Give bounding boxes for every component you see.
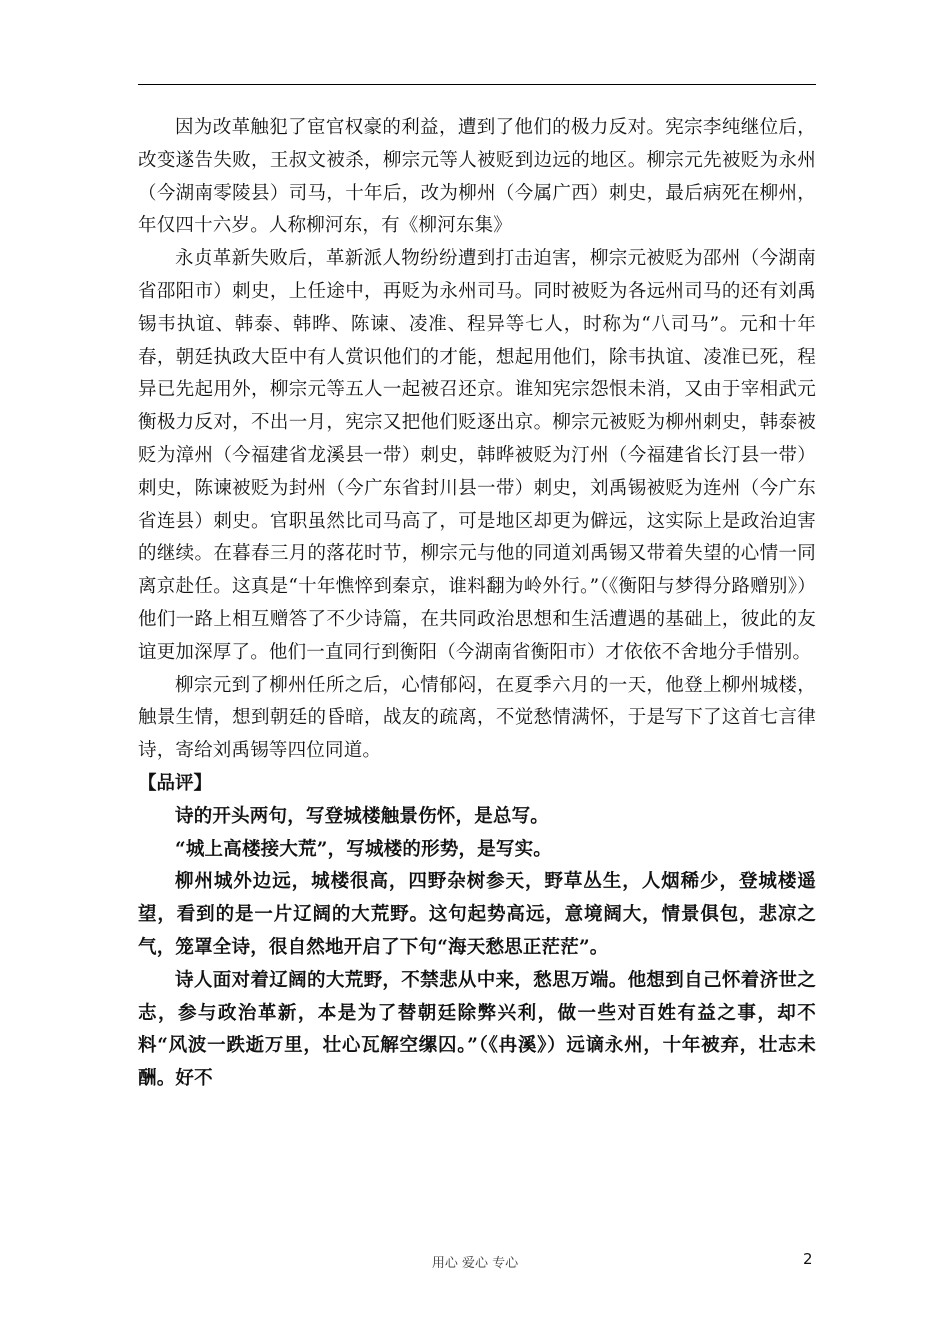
header-rule xyxy=(138,84,816,85)
body-paragraph: 永贞革新失败后，革新派人物纷纷遭到打击迫害，柳宗元被贬为邵州（今湖南省邵阳市）刺史，上任途中，再贬为永州司马。同时被贬为各远州司马的还有刘禹锡韦执谊、韩泰、韩晔、陈谏、凌准、程异等七人，时称为“八司马”。元和十年春，朝廷执政大臣中有人赏识他们的才能，想起用他们，除韦执谊、凌准已死，程异已先起用外，柳宗元等五人一起被召还京。谁知宪宗怨恨未消，又由于宰相武元衡极力反对，不出一月，宪宗又把他们贬逐出京。柳宗元被贬为柳州刺史，韩泰被贬为漳州（今福建省龙溪县一带）刺史，韩晔被贬为汀州（今福建省长汀县一带）刺史，陈谏被贬为封州（今广东省封川县一带）刺史，刘禹锡被贬为连州（今广东省连县）刺史。官职虽然比司马高了，可是地区却更为僻远，这实际上是政治迫害的继续。在暮春三月的落花时节，柳宗元与他的同道刘禹锡又带着失望的心情一同离京赴任。这真是“十年憔悴到秦京，谁料翻为岭外行。”（《衡阳与梦得分路赠别》）他们一路上相互赠答了不少诗篇，在共同政治思想和生活遭遇的基础上，彼此的友谊更加深厚了。他们一直同行到衡阳（今湖南省衡阳市）才依依不舍地分手惜别。 xyxy=(138,248,816,663)
section-heading: 【品评】 xyxy=(138,772,213,794)
body-paragraph: 柳宗元到了柳州任所之后，心情郁闷，在夏季六月的一天，他登上柳州城楼，触景生情，想到朝廷的昏暗，战友的疏离，不觉愁情满怀，于是写下了这首七言律诗，寄给刘禹锡等四位同道。 xyxy=(138,674,816,762)
body-paragraph: 因为改革触犯了宦官权豪的利益，遭到了他们的极力反对。宪宗李纯继位后，改变遂告失败，王叔文被杀，柳宗元等人被贬到边远的地区。柳宗元先被贬为永州（今湖南零陵县）司马，十年后，改为柳州（今属广西）刺史，最后病死在柳州，年仅四十六岁。人称柳河东，有《柳河东集》 xyxy=(138,117,816,237)
commentary-paragraph: 诗的开头两句，写登城楼触景伤怀，是总写。 xyxy=(175,805,550,827)
commentary-paragraph: “城上高楼接大荒”，写城楼的形势，是写实。 xyxy=(175,838,552,860)
commentary-paragraph: 柳州城外边远，城楼很高，四野杂树参天，野草丛生，人烟稀少，登城楼遥望，看到的是一片辽阔的大荒野。这句起势高远，意境阔大，情景俱包，悲凉之气，笼罩全诗，很自然地开启了下句“海天愁思正茫茫”。 xyxy=(138,871,816,958)
commentary-paragraph: 诗人面对着辽阔的大荒野，不禁悲从中来，愁思万端。他想到自己怀着济世之志，参与政治革新，本是为了替朝廷除弊兴利，做一些对百姓有益之事，却不料“风波一跌逝万里，壮心瓦解空缧囚。”（《冉溪》）远谪永州，十年被弃，壮志未酬。好不 xyxy=(138,969,816,1090)
footer-motto: 用心 爱心 专心 xyxy=(431,1256,519,1271)
document-body xyxy=(138,112,816,1096)
page-number: 2 xyxy=(803,1250,813,1268)
